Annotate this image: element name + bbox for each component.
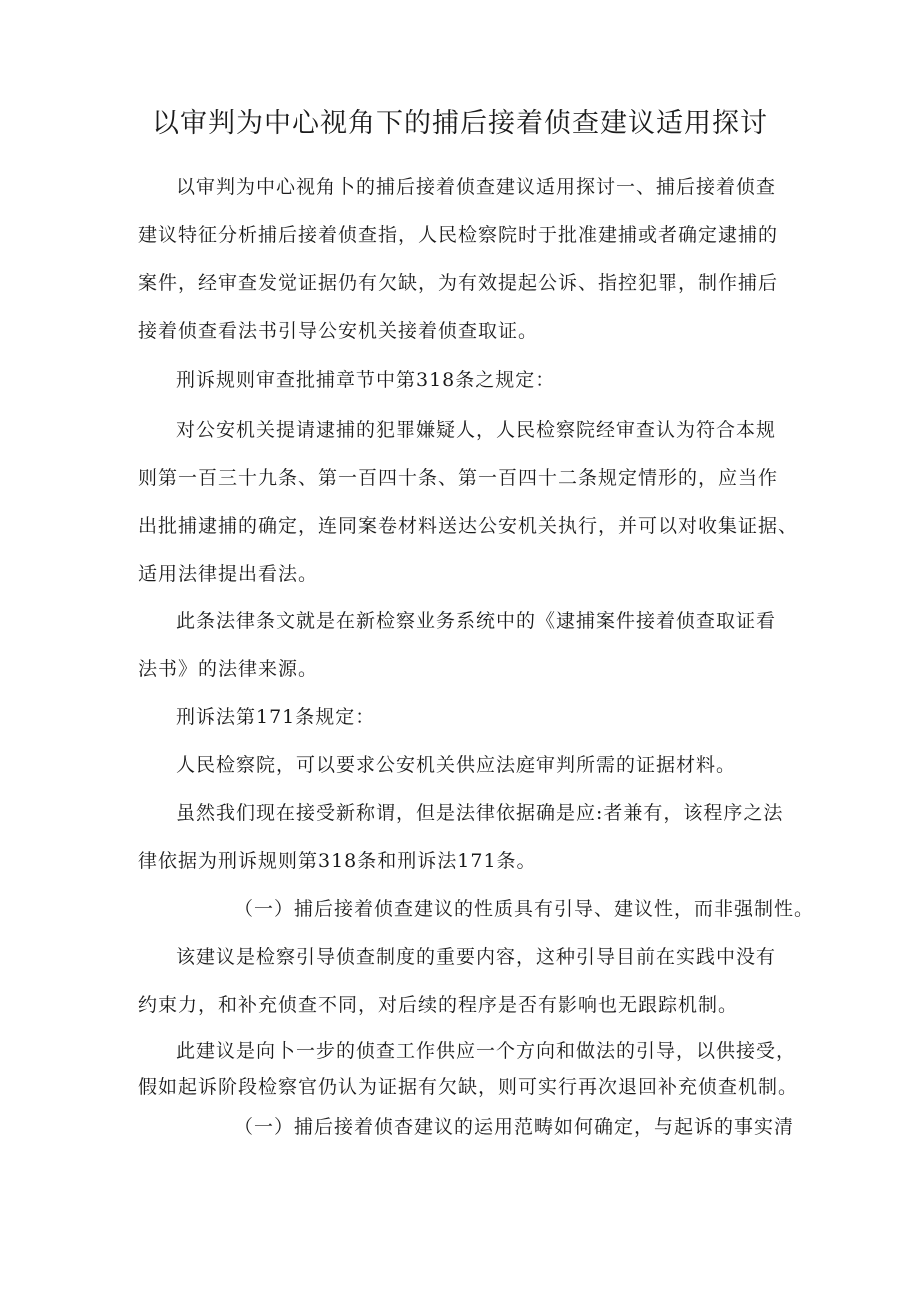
paragraph-11	[138, 1103, 798, 1151]
paragraph-line: 刑诉规则审查批捕章节中第318条之规定：	[176, 369, 556, 391]
paragraph-line: 人民检察院，可以要求公安机关供应法庭审判所需的证据材料。	[176, 754, 737, 776]
paragraph-line: 此建议是向卜一步的侦查工作供应一个方向和做法的引导，以供接受，	[176, 1040, 797, 1062]
paragraph-line: 假如起诉阶段检察官仍认为证据有欠缺，则可实行再次退回补充侦查机制。	[138, 1076, 799, 1098]
paragraph-line: 虽然我们现在接受新称谓，但是法律依据确是应:者兼有，该程序之法	[176, 802, 784, 824]
paragraph-line: 适用法律提出看法。	[138, 563, 319, 585]
paragraph-line: 对公安机关提请逮捕的犯罪嫌疑人，人民检察院经审查认为符合本规	[176, 419, 777, 441]
paragraph-3	[138, 406, 798, 598]
paragraph-line: 刑诉法第171条规定：	[176, 706, 376, 728]
paragraph-10	[138, 1033, 798, 1105]
paragraph-line: 约束力，和补充侦查不同，对后续的程序是否有影响也无跟踪机制。	[138, 994, 739, 1016]
paragraph-2	[138, 356, 798, 404]
paragraph-line: 该建议是检察引导侦查制度的重要内容，这种引导目前在实践中没有	[176, 946, 777, 968]
paragraph-line: 法书》的法律来源。	[138, 658, 319, 680]
paragraph-line: 接着侦查看法书引导公安机关接着侦查取证。	[138, 320, 539, 342]
document-title: 以审判为中心视角下的捕后接着侦查建议适用探讨	[152, 108, 768, 139]
paragraph-4	[138, 597, 798, 693]
paragraph-9	[138, 933, 798, 1029]
paragraph-line: 则第一百三十九条、第一百四十条、第一百四十二条规定情形的，应当作	[138, 467, 779, 489]
paragraph-6	[138, 741, 798, 789]
paragraph-line: 案件，经审查发觉证据仍有欠缺，为有效提起公诉、指控犯罪，制作捕后	[138, 272, 779, 294]
paragraph-line: 律依据为刑诉规则第318条和刑诉法171条。	[138, 850, 537, 872]
paragraph-line: 建议特征分析捕后接着侦查指，人民检察院时于批准建捕或者确定逮捕的	[138, 224, 779, 246]
paragraph-line: （一）捕后接着侦查建议的性质具有引导、建议性，而非强制性。	[234, 898, 815, 920]
paragraph-line: 出批捕逮捕的确定，连同案卷材料送达公安机关执行，并可以对收集证据、	[138, 515, 799, 537]
paragraph-line: （一）捕后接着侦杳建议的运用范畴如何确定，与起诉的事实清	[234, 1116, 795, 1138]
paragraph-7	[138, 789, 798, 885]
paragraph-5	[138, 693, 798, 741]
paragraph-line: 此条法律条文就是在新检察业务系统中的《逮捕案件接着侦查取证看	[176, 610, 777, 632]
paragraph-1	[138, 163, 798, 355]
paragraph-8	[138, 885, 815, 933]
paragraph-line: 以审判为中心视角卜的捕后接着侦查建议适用探讨一、捕后接着侦查	[176, 176, 777, 198]
